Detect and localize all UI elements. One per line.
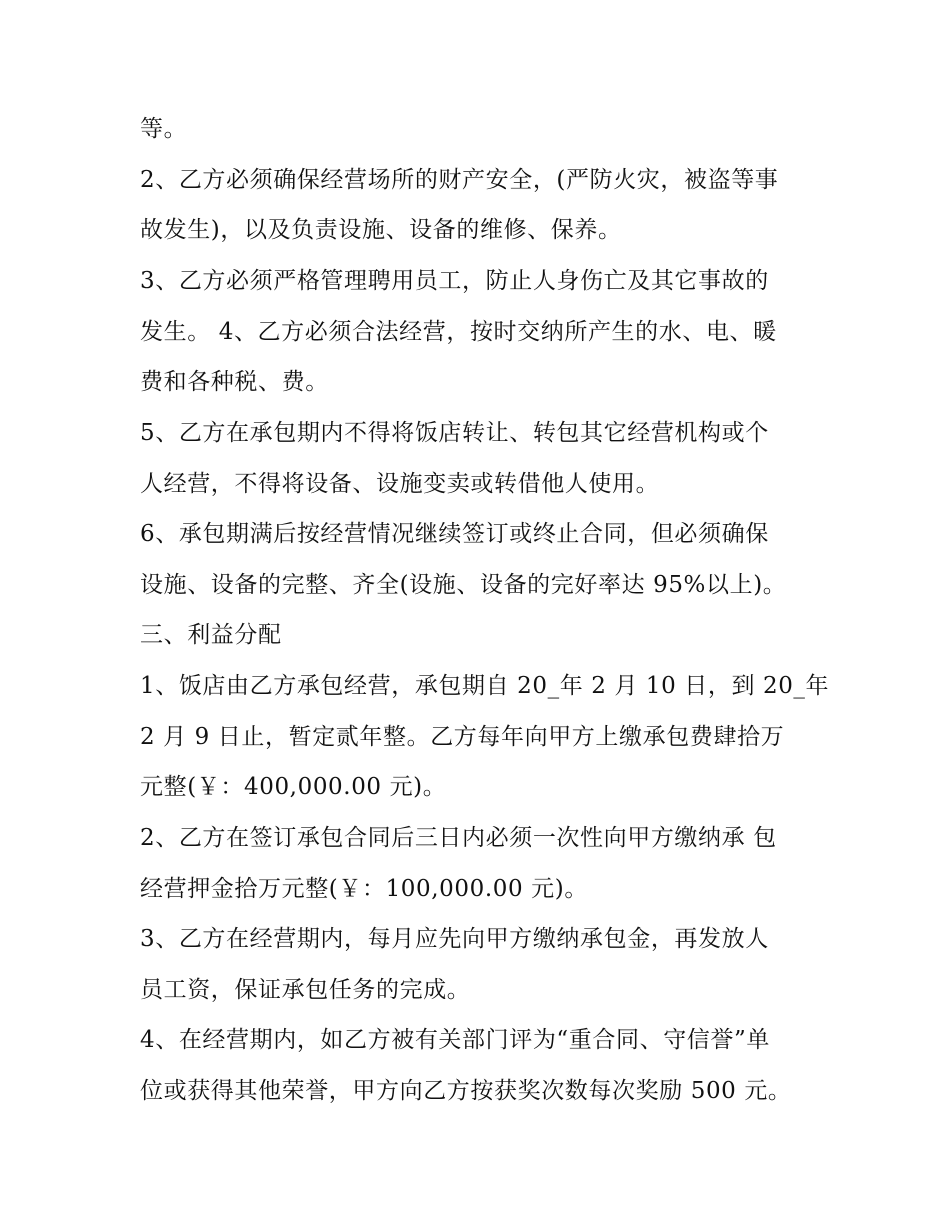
text-line: 费和各种税、费。 bbox=[140, 369, 329, 395]
text-line: 2、乙方必须确保经营场所的财产安全，(严防火灾，被盗等事 bbox=[140, 167, 779, 193]
text-line: 员工资，保证承包任务的完成。 bbox=[140, 977, 471, 1003]
text-line: 等。 bbox=[140, 116, 188, 142]
text-line: 设施、设备的完整、齐全(设施、设备的完好率达 95%以上)。 bbox=[140, 572, 787, 598]
text-line: 经营押金拾万元整(￥：100,000.00 元)。 bbox=[140, 876, 588, 902]
text-line: 元整(￥：400,000.00 元)。 bbox=[140, 774, 447, 800]
text-line: 5、乙方在承包期内不得将饭店转让、转包其它经营机构或个 bbox=[140, 420, 769, 446]
text-line: 4、在经营期内，如乙方被有关部门评为“重合同、守信誉”单 bbox=[140, 1027, 770, 1053]
section-heading: 三、利益分配 bbox=[140, 622, 282, 648]
text-line: 3、乙方在经营期内，每月应先向甲方缴纳承包金，再发放人 bbox=[140, 926, 769, 952]
text-line: 6、承包期满后按经营情况继续签订或终止合同，但必须确保 bbox=[140, 521, 769, 547]
text-line: 位或获得其他荣誉，甲方向乙方按获奖次数每次奖励 500 元。 bbox=[140, 1078, 792, 1104]
text-line: 2 月 9 日止，暂定贰年整。乙方每年向甲方上缴承包费肆拾万 bbox=[140, 724, 785, 750]
text-line: 发生。 4、乙方必须合法经营，按时交纳所产生的水、电、暖 bbox=[140, 319, 777, 345]
text-line: 1、饭店由乙方承包经营，承包期自 20_年 2 月 10 日，到 20_年 bbox=[140, 673, 830, 699]
text-line: 故发生)，以及负责设施、设备的维修、保养。 bbox=[140, 217, 622, 243]
text-line: 人经营，不得将设备、设施变卖或转借他人使用。 bbox=[140, 471, 660, 497]
text-line: 3、乙方必须严格管理聘用员工，防止人身伤亡及其它事故的 bbox=[140, 268, 769, 294]
text-line: 2、乙方在签订承包合同后三日内必须一次性向甲方缴纳承 包 bbox=[140, 825, 777, 851]
